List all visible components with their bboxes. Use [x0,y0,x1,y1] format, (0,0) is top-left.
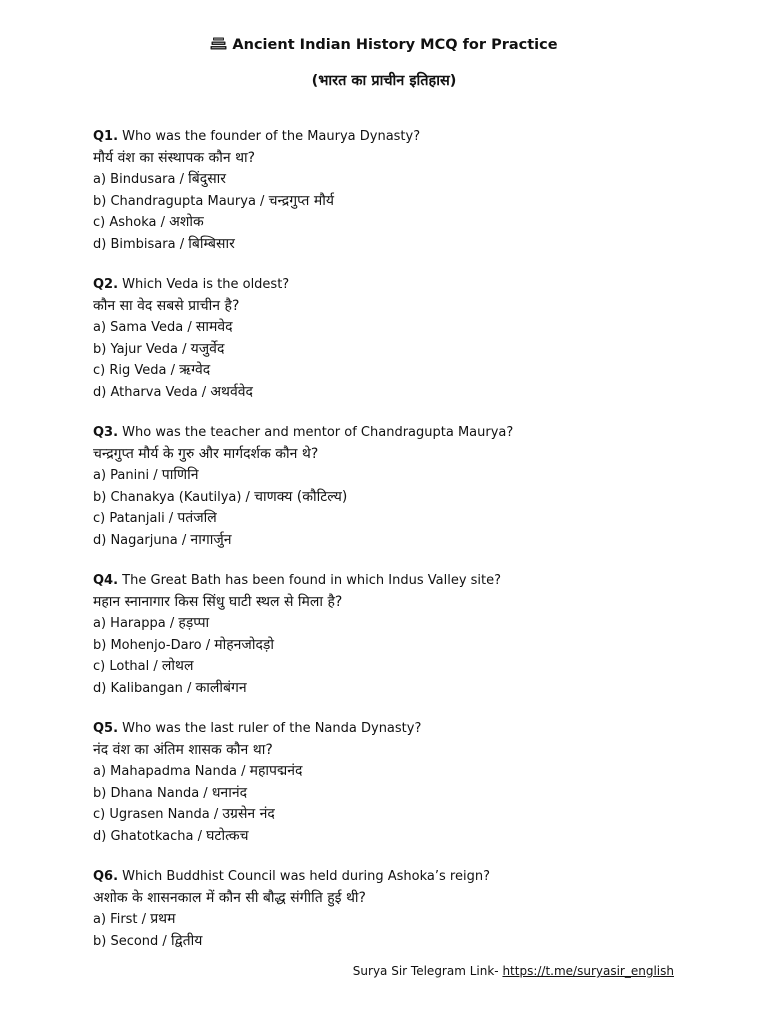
option-a: a) Mahapadma Nanda / महापद्मनंद [93,763,303,779]
question-english: The Great Bath has been found in which Indus Valley site? [118,573,502,588]
option-a: a) First / प्रथम [93,911,176,927]
telegram-link[interactable]: https://t.me/suryasir_english [502,964,674,978]
option-b: b) Yajur Veda / यजुर्वेद [93,340,225,357]
question-block [93,571,733,699]
option-b: b) Mohenjo-Daro / मोहनजोदड़ो [93,636,275,653]
question-text [93,867,733,887]
question-english: Which Veda is the oldest? [118,277,290,292]
footer-label: Surya Sir Telegram Link- [352,964,503,978]
option-d: d) Kalibangan / कालीबंगन [93,679,247,696]
question-number: Q6. [93,869,119,884]
question-number: Q4. [93,573,119,588]
option-d: d) Ghatotkacha / घटोत्कच [93,827,249,844]
question-english: Who was the founder of the Maurya Dynasty? [118,129,421,144]
question-english: Who was the teacher and mentor of Chandragupta Maurya? [118,425,514,440]
question-hindi: नंद वंश का अंतिम शासक कौन था? [93,742,273,758]
option-c: c) Patanjali / पतंजलि [93,510,217,526]
question-number: Q1. [93,129,119,144]
option-a: a) Bindusara / बिंदुसार [93,171,227,187]
question-text [93,423,733,443]
footer [353,964,674,978]
page-title: Ancient Indian History MCQ for Practice [232,37,558,53]
question-text [93,127,733,147]
question-hindi: महान स्नानागार किस सिंधु घाटी स्थल से मिला है? [93,594,343,610]
option-a: a) Harappa / हड़प्पा [93,615,210,631]
question-block [93,719,733,847]
option-c: c) Lothal / लोथल [93,658,194,674]
question-english: Who was the last ruler of the Nanda Dynasty? [118,721,422,736]
option-c: c) Rig Veda / ऋग्वेद [93,362,211,378]
question-block [93,275,733,403]
question-block [93,127,733,255]
books-icon [210,37,227,50]
option-d: d) Atharva Veda / अथर्ववेद [93,383,253,400]
question-hindi: मौर्य वंश का संस्थापक कौन था? [93,150,256,166]
question-hindi: अशोक के शासनकाल में कौन सी बौद्ध संगीति हुई थी? [93,890,366,906]
question-list [93,127,733,972]
option-d: d) Bimbisara / बिम्बिसार [93,235,235,252]
option-b: b) Second / द्वितीय [93,932,203,949]
question-number: Q3. [93,425,119,440]
option-d: d) Nagarjuna / नागार्जुन [93,531,232,548]
question-text [93,571,733,591]
option-b: b) Chandragupta Maurya / चन्द्रगुप्त मौर्य [93,192,334,209]
option-c: c) Ashoka / अशोक [93,214,204,230]
option-a: a) Sama Veda / सामवेद [93,319,233,335]
page-subtitle: (भारत का प्राचीन इतिहास) [311,73,457,89]
question-text [93,719,733,739]
question-english: Which Buddhist Council was held during Ashoka’s reign? [118,869,490,884]
question-number: Q5. [93,721,119,736]
question-block [93,423,733,551]
option-b: b) Dhana Nanda / धनानंद [93,784,248,801]
option-a: a) Panini / पाणिनि [93,467,199,483]
option-b: b) Chanakya (Kautilya) / चाणक्य (कौटिल्य) [93,488,348,505]
question-block [93,867,733,952]
question-number: Q2. [93,277,119,292]
option-c: c) Ugrasen Nanda / उग्रसेन नंद [93,806,275,822]
question-hindi: चन्द्रगुप्त मौर्य के गुरु और मार्गदर्शक कौन थे? [93,446,319,462]
question-hindi: कौन सा वेद सबसे प्राचीन है? [93,298,240,314]
question-text [93,275,733,295]
document-title-row [0,37,768,53]
